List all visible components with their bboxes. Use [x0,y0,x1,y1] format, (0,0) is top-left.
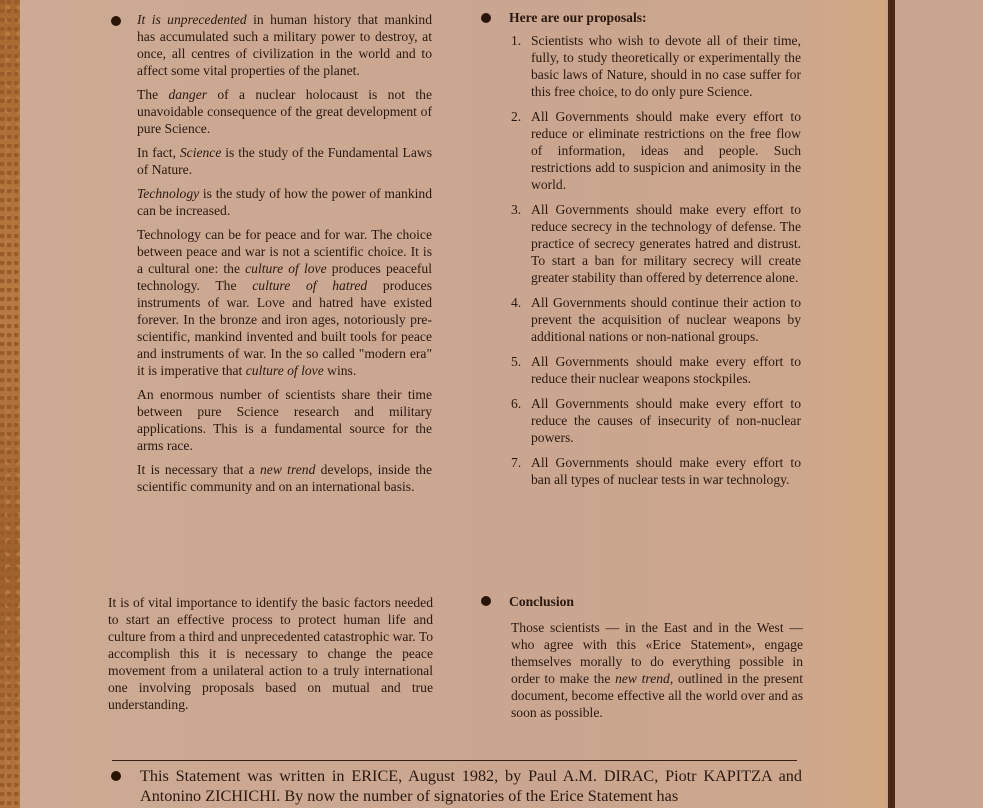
adjacent-page [895,0,983,808]
paragraph-text: , outlined in the present document, become effective all the world over and as soon as possible. [511,671,803,720]
paragraph-unprecedented [137,11,432,79]
paragraph-technology [137,185,432,219]
paragraph-text: In fact, [137,145,180,160]
divider-line [112,760,797,761]
proposal-number: 5. [511,354,522,369]
paragraph-arms-race: An enormous number of scientists share their time between pure Science research and military applications. This is a fundamental source for the arms race. [137,387,432,453]
paragraph-text: produces peaceful technology. The [137,261,433,293]
paragraph-text: develops, inside the scientific community and on an international basis. [137,462,432,494]
proposal-item [481,353,801,387]
conclusion-heading: Conclusion [509,594,574,609]
footer-statement: This Statement was written in ERICE, August 1982, by Paul A.M. DIRAC, Piotr KAPITZA and Antonino ZICHICHI. By now the number of signatories of the Erice Statement has [140,767,802,805]
proposal-number: 3. [511,202,522,217]
paragraph-vital-importance: It is of vital importance to identify the basic factors needed to start an effective process to protect human life and culture from a third and unprecedented catastrophic war. To accomplish this it is necessary to change the peace movement from a unilateral action to a truly international one involving proposals based on mutual and true understanding. [108,595,433,712]
proposal-number: 2. [511,109,522,124]
paragraph-danger [137,86,432,137]
paragraph-peace-war [137,226,432,379]
paragraph-text: Those scientists — in the East and in the West — who agree with this «Erice Statement», engage themselves morally to do everything possible in order to make the [511,620,803,686]
left-column [137,11,432,502]
proposal-number: 4. [511,295,522,310]
paragraph-text: is the study of how the power of mankind can be increased. [137,186,432,218]
conclusion-section [481,593,803,721]
paragraph-text: It is necessary that a [137,462,260,477]
proposal-text: All Governments should continue their action to prevent the acquisition of nuclear weapons by additional nations or non-national groups. [531,295,801,344]
italic-text: culture of love [245,261,327,276]
italic-text: Science [179,145,222,160]
paragraph-text: is the study of the Fundamental Laws of Nature. [137,145,433,177]
proposal-text: All Governments should make every effort to reduce or eliminate restrictions on the free flow of information, ideas and people. Such restrictions add to suspicion and animosity in the world. [531,109,801,192]
proposal-text: Scientists who wish to devote all of their time, fully, to study theoretically or experimentally the basic laws of Nature, should in no case suffer for this free choice, to do only pure Science. [531,33,801,99]
proposal-number: 7. [511,455,522,470]
conclusion-text [511,619,803,721]
proposals-heading: Here are our proposals: [509,10,647,25]
paragraph-text: produces instruments of war. Love and hatred have existed forever. In the bronze and iron ages, notoriously pre-scientific, mankind invented and built tools for peace and instruments of war. In the so called "modern era" it is imperative that [137,278,432,378]
paragraph-text: wins. [323,363,357,378]
bullet-icon [111,771,121,781]
paragraph-science [137,144,432,178]
paragraph-text: The [137,87,169,102]
proposal-item [481,201,801,286]
proposal-text: All Governments should make every effort to reduce secrecy in the technology of defense. The practice of secrecy generates hatred and distrust. To start a ban for military secrecy will create greater stability than offered by deterrence alone. [531,202,801,285]
italic-text: culture of love [245,363,324,378]
proposal-text: All Governments should make every effort to reduce the causes of insecurity of non-nuclear powers. [531,396,801,445]
paragraph-new-trend [137,461,432,495]
proposal-item [481,294,801,345]
proposal-text: All Governments should make every effort to ban all types of nuclear tests in war technology. [531,455,801,487]
bullet-icon [111,16,121,26]
proposal-number: 6. [511,396,522,411]
italic-text: Technology [137,186,200,201]
paragraph-text: in human history that mankind has accumulated such a military power to destroy, at once, all centres of civilization in the world and to affect some vital properties of the planet. [137,12,433,78]
italic-text: danger [168,87,208,102]
proposal-item [481,454,801,488]
proposal-item [481,108,801,193]
proposal-number: 1. [511,33,522,48]
cork-board-edge [0,0,20,808]
proposals-section [481,9,801,496]
proposals-list [481,32,801,488]
italic-text: new trend [260,462,316,477]
paragraph-text: of a nuclear holocaust is not the unavoidable consequence of the great development of pure Science. [137,87,432,136]
italic-text: It is unprecedented [137,12,247,27]
proposal-text: All Governments should make every effort to reduce their nuclear weapons stockpiles. [531,354,801,386]
italic-text: culture of hatred [252,278,368,293]
paragraph-text: Technology can be for peace and for war. The choice between peace and war is not a scientific choice. It is a cultural one: the [137,227,432,276]
proposal-item [481,32,801,100]
proposal-item [481,395,801,446]
italic-text: new trend [615,671,670,686]
page-binding-edge [888,0,895,808]
